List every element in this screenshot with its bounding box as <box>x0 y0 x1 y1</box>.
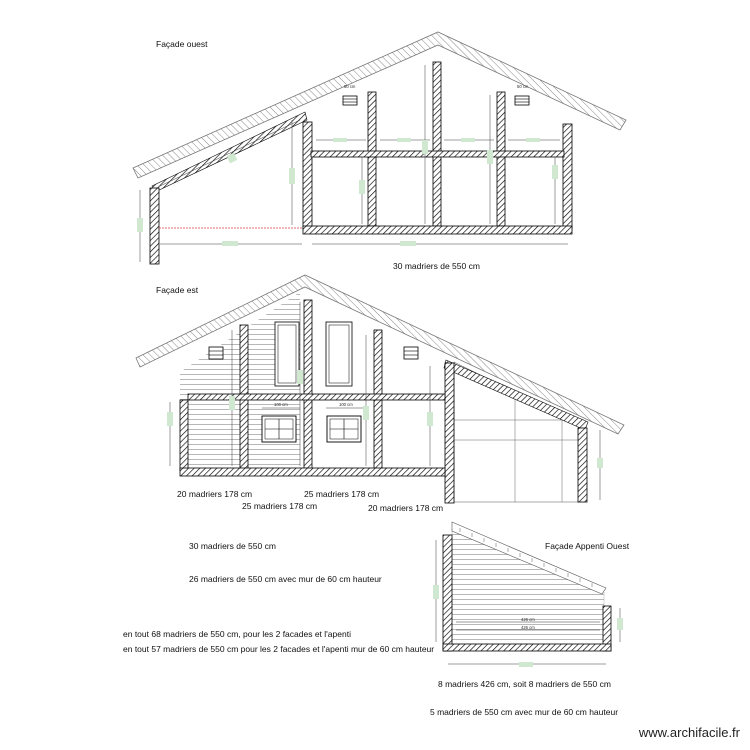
west-mid-wall <box>303 122 312 230</box>
west-total-note: 30 madriers de 550 cm <box>393 261 480 271</box>
east-note-2: 25 madriers 178 cm <box>304 489 380 499</box>
west-post-3 <box>497 92 505 226</box>
east-facade-title: Façade est <box>156 285 199 295</box>
east-floor <box>180 468 445 476</box>
east-right-wall <box>578 428 587 502</box>
east-window-left <box>262 416 296 442</box>
east-dim-window-right: 100 cm <box>339 402 353 407</box>
summary-note-1: 30 madriers de 550 cm <box>189 541 276 551</box>
west-beam <box>311 151 564 157</box>
east-note-1: 20 madriers 178 cm <box>177 489 253 499</box>
summary-note-3: en tout 68 madriers de 550 cm, pour les 2 facades et l'apenti <box>123 629 351 639</box>
east-vent-right <box>404 347 418 359</box>
west-right-wall <box>563 124 572 230</box>
east-door-right <box>326 322 352 386</box>
east-dim-window-left: 100 cm <box>274 402 288 407</box>
leanto-dim-top: 426 cm <box>521 617 535 622</box>
east-center-wall <box>445 363 454 503</box>
west-post-1 <box>368 92 376 226</box>
east-left-wall <box>180 400 188 470</box>
east-door-left <box>275 322 299 386</box>
west-left-wall <box>150 188 159 264</box>
leanto-facade-title: Façade Appenti Ouest <box>545 541 630 551</box>
east-note-4: 20 madriers 178 cm <box>368 503 444 513</box>
summary-note-2: 26 madriers de 550 cm avec mur de 60 cm hauteur <box>189 574 382 584</box>
west-dim-vent-right: 50 cm <box>517 84 529 89</box>
east-beam <box>188 394 445 400</box>
watermark-link[interactable]: www.archifacile.fr <box>638 725 740 740</box>
east-vent-left <box>209 347 223 359</box>
east-post-2 <box>304 300 312 470</box>
leanto-left-wall <box>443 535 452 651</box>
leanto-dim-bottom: 426 cm <box>521 625 535 630</box>
leanto-note-2: 5 madriers de 550 cm avec mur de 60 cm hauteur <box>430 707 619 717</box>
west-post-2 <box>433 62 441 226</box>
east-facade <box>136 275 624 503</box>
west-facade <box>133 32 626 264</box>
summary-note-4: en tout 57 madriers de 550 cm pour les 2 facades et l'apenti mur de 60 cm hauteur <box>123 644 435 654</box>
leanto-floor <box>443 644 611 651</box>
east-window-right <box>327 416 361 442</box>
leanto-note-1: 8 madriers 426 cm, soit 8 madriers de 550 cm <box>438 679 611 689</box>
west-vent-right <box>515 96 529 105</box>
east-note-3: 25 madriers 178 cm <box>242 501 318 511</box>
west-vent-left <box>343 96 357 105</box>
west-dim-vent-left: 50 cm <box>344 84 356 89</box>
west-facade-title: Façade ouest <box>156 39 208 49</box>
west-floor <box>303 226 572 234</box>
